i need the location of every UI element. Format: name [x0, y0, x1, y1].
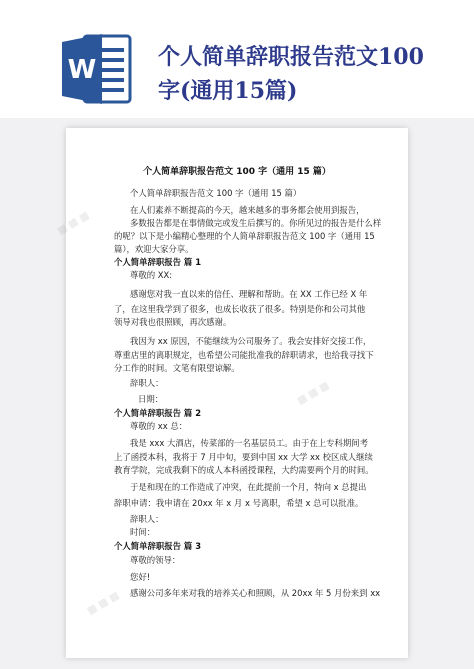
document-line: 教育学院，完成我剩下的成人本科函授课程，大约需要两个月的时间。 [114, 465, 374, 475]
document-line: 于是和现在的工作造成了冲突，在此提前一个月，特向 x 总提出 [130, 482, 367, 492]
section-heading: 个人简单辞职报告 篇 3 [114, 541, 202, 551]
document-line: 尊敬的领导： [130, 555, 181, 565]
word-logo-letter: W [67, 55, 97, 85]
document-line: 感谢您对我一直以来的信任、理解和帮助。在 XX 工作已经 X 年 [130, 289, 368, 299]
document-line: 您好! [130, 572, 151, 582]
document-line: 辞职人： [130, 514, 164, 524]
document-page [55, 128, 408, 658]
document-line: 时间： [130, 527, 156, 537]
page-title-line-1: 个人简单辞职报告范文100 [158, 44, 424, 70]
document-title: 个人简单辞职报告范文 100 字（通用 15 篇） [143, 167, 331, 177]
watermark-pattern: ▦ ▦ ▦ [55, 210, 92, 237]
document-line: 个人简单辞职报告范文 100 字（通用 15 篇） [130, 188, 302, 198]
document-line: 领导对我也很照顾，再次感谢。 [114, 317, 232, 327]
document-line: 的呢？以下是小编精心整理的个人简单辞职报告范文 100 字（通用 15 [114, 231, 375, 241]
document-line: 尊重店里的离职规定，也希望公司能批准我的辞职请求，也给我寻找下 [114, 350, 374, 360]
document-line: 尊敬的 xx 总： [130, 421, 188, 431]
document-line: 上了函授本科，我将于 7 月中旬，要到中国 xx 大学 xx 校区成人继续 [114, 452, 373, 462]
section-heading: 个人简单辞职报告 篇 1 [114, 257, 202, 267]
document-line: 辞职人： [130, 378, 164, 388]
watermark-pattern: ▦ ▦ ▦ [85, 590, 122, 617]
document-line: 在人们素养不断提高的今天，越来越多的事务都会使用到报告， [130, 205, 365, 215]
section-heading: 个人简单辞职报告 篇 2 [114, 408, 202, 418]
watermark-pattern: ▦ ▦ ▦ [295, 380, 332, 407]
document-line: 篇），欢迎大家分享。 [114, 244, 194, 254]
page-title [158, 40, 458, 108]
header-banner [0, 0, 474, 118]
document-line: 我因为 xx 原因，不能继续为公司服务了。我会安排好交接工作， [130, 336, 372, 346]
word-document-icon [62, 32, 132, 106]
document-line: 分工作的时间。文笔有限望谅解。 [114, 363, 240, 373]
document-line: 日期： [138, 394, 164, 404]
document-line: 尊敬的 XX: [130, 270, 173, 280]
document-line: 辞职申请：我申请在 20xx 年 x 月 x 号离职，希望 x 总可以批准。 [114, 498, 364, 508]
page-title-line-2: 字(通用15篇) [158, 78, 298, 104]
document-line: 感谢公司多年来对我的培养关心和照顾，从 20xx 年 5 月份来到 xx [130, 588, 381, 598]
document-line: 多数报告都是在事情做完或发生后撰写的。你所见过的报告是什么样 [130, 218, 382, 228]
document-line: 我是 xxx 大酒店，传菜部的一名基层员工。由于在上专科期间考 [130, 438, 368, 448]
document-line: 了，在这里我学到了很多，也成长收获了很多。特别是你和公司其他 [114, 304, 366, 314]
